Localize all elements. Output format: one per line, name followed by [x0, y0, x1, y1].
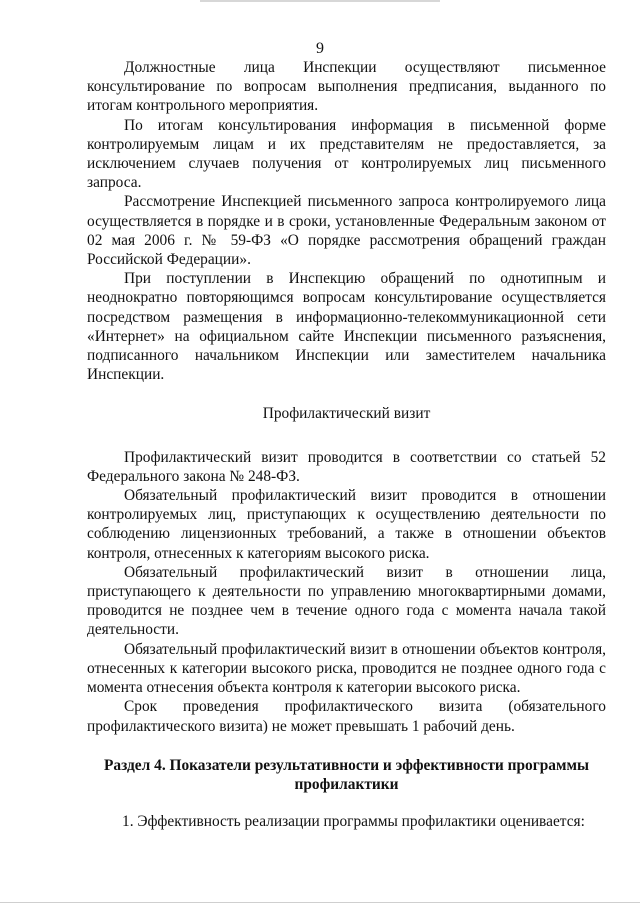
- list-item-efficiency: 1. Эффективность реализации программы профилактики оценивается:: [122, 813, 585, 831]
- paragraph-visit-duration: Срок проведения профилактического визита (обязательного профилактического визита) не может превышать 1 рабочий день.: [87, 698, 606, 735]
- paragraph-no-written-info: По итогам консультирования информация в письменной форме контролируемым лицам и их представителям не предоставляется, за исключением случаев получения от контролируемых лиц письменного запроса.: [87, 116, 606, 192]
- scan-artifact-bottom: [0, 902, 640, 903]
- paragraph-written-consultation: Должностные лица Инспекции осуществляют письменное консультирование по вопросам выполнения предписания, выданного по итогам контрольного мероприятия.: [87, 59, 606, 115]
- section-title-line-1: Раздел 4. Показатели результативности и эффективности программы: [104, 756, 589, 774]
- paragraph-visit-apartment-management: Обязательный профилактический визит в отношении лица, приступающего к деятельности по управлению многоквартирными домами, проводится не позднее чем в течение одного года с момента начала такой деятельности.: [87, 563, 606, 639]
- spacer: [87, 384, 606, 404]
- scan-artifact-top: [200, 0, 440, 2]
- paragraph-visit-legal-basis: Профилактический визит проводится в соответствии со статьей 52 Федерального закона № 248-ФЗ.: [87, 448, 606, 485]
- page-number: 9: [316, 40, 324, 57]
- paragraph-request-review: Рассмотрение Инспекцией письменного запроса контролируемого лица осуществляется в порядке и в сроки, установленные Федеральным законом от 02 мая 2006 г. № 59-ФЗ «О порядке рассмотрения обращений граждан Российской Федерации».: [87, 193, 606, 269]
- spacer: [87, 794, 606, 812]
- section-title: [87, 756, 606, 794]
- subheading-preventive-visit: Профилактический визит: [262, 405, 431, 423]
- document-body: [87, 58, 606, 831]
- spacer: [87, 424, 606, 448]
- spacer: [87, 736, 606, 756]
- paragraph-repeated-appeals: При поступлении в Инспекцию обращений по однотипным и неоднократно повторяющимся вопросам консультирование осуществляется посредством размещения в информационно-телекоммуникационной сети «Интернет» на официальном сайте Инспекции письменного разъяснения, подписанного начальником Инспекции или заместителем начальника Инспекции.: [87, 270, 606, 384]
- paragraph-visit-high-risk: Обязательный профилактический визит в отношении объектов контроля, отнесенных к категории высокого риска, проводится не позднее одного года с момента отнесения объекта контроля к категории высокого риска.: [87, 640, 606, 697]
- section-title-line-2: профилактики: [294, 775, 399, 793]
- paragraph-mandatory-visit: Обязательный профилактический визит проводится в отношении контролируемых лиц, приступающих к осуществлению деятельности по соблюдению лицензионных требований, а также в отношении объектов контроля, отнесенных к категориям высокого риска.: [87, 487, 606, 562]
